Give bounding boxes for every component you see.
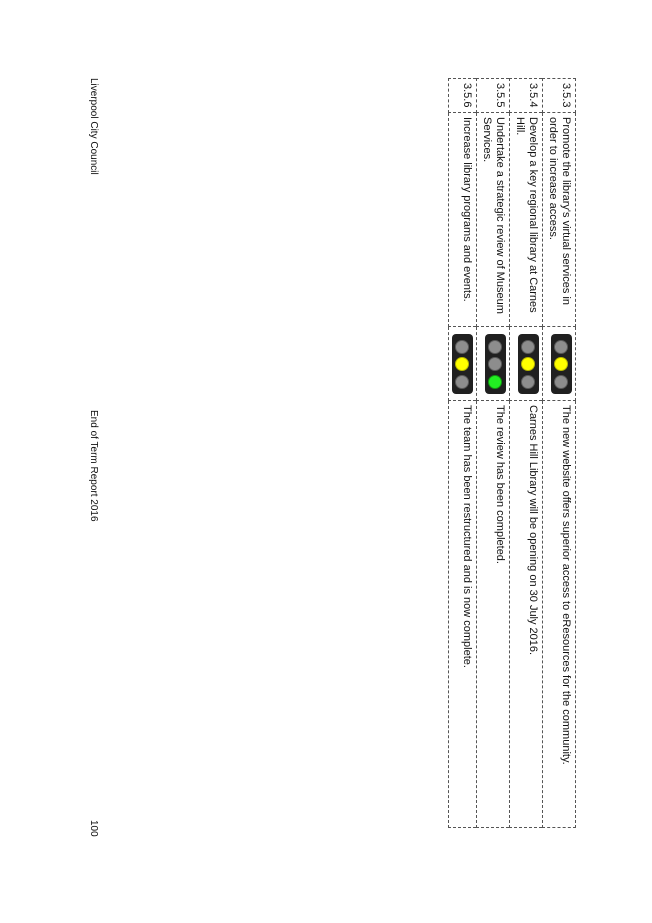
action-number: 3.5.3	[543, 79, 576, 113]
status-cell	[477, 327, 510, 401]
green-lamp	[555, 375, 569, 389]
action-number: 3.5.6	[449, 79, 477, 113]
action-description: Promote the library's virtual services in order to increase access.	[543, 113, 576, 327]
traffic-light-icon	[452, 334, 473, 394]
status-cell	[543, 327, 576, 401]
yellow-lamp	[555, 357, 569, 371]
traffic-light-icon	[551, 334, 572, 394]
action-description: Develop a key regional library at Carnes Hill.	[510, 113, 543, 327]
action-description: Increase library programs and events.	[449, 113, 477, 327]
status-comment: Carnes Hill Library will be opening on 30 July 2016.	[510, 401, 543, 828]
red-lamp	[456, 340, 470, 354]
status-comment: The team has been restructured and is now complete.	[449, 401, 477, 828]
red-lamp	[522, 340, 536, 354]
yellow-lamp	[522, 357, 536, 371]
footer-page-number: 100	[88, 820, 99, 837]
footer-organisation: Liverpool City Council	[88, 78, 99, 175]
action-number: 3.5.5	[477, 79, 510, 113]
green-lamp	[456, 375, 470, 389]
actions-table	[448, 78, 576, 828]
red-lamp	[555, 340, 569, 354]
red-lamp	[489, 340, 503, 354]
traffic-light-icon	[485, 334, 506, 394]
green-lamp	[522, 375, 536, 389]
status-cell	[510, 327, 543, 401]
traffic-light-icon	[518, 334, 539, 394]
action-description: Undertake a strategic review of Museum Services.	[477, 113, 510, 327]
table-row	[510, 79, 543, 828]
table-row	[449, 79, 477, 828]
yellow-lamp	[489, 357, 503, 371]
yellow-lamp	[456, 357, 470, 371]
status-comment: The review has been completed.	[477, 401, 510, 828]
footer-report-title: End of Term Report 2016	[88, 410, 99, 522]
table-row	[477, 79, 510, 828]
status-cell	[449, 327, 477, 401]
green-lamp	[489, 375, 503, 389]
table-row	[543, 79, 576, 828]
action-number: 3.5.4	[510, 79, 543, 113]
status-comment: The new website offers superior access to eResources for the community.	[543, 401, 576, 828]
